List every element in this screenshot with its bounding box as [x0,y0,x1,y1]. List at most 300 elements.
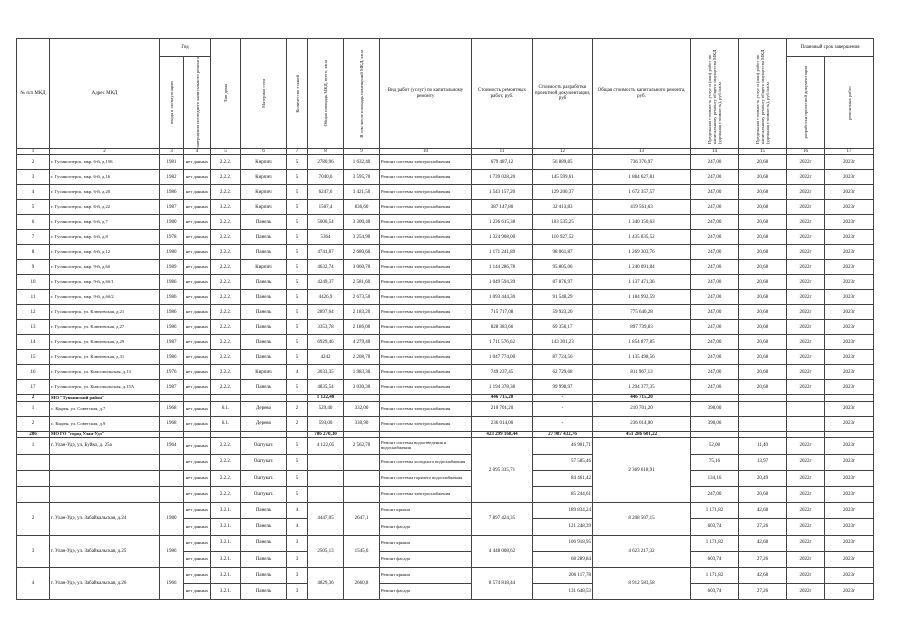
table-row [17,275,874,290]
column-number: 13 [593,149,691,155]
cell-floors: 5 [287,185,308,200]
cell-commissioning-year: 1978 [160,230,184,245]
cell-rooms-area: 2 208,70 [344,350,380,365]
cell-repair-cost: 2 095 335,71 [472,438,533,503]
cell-wall-material: Кирпич [241,170,287,185]
header-address: Адрес МКД [50,39,160,149]
cell-last-repair: нет данных [184,155,211,170]
cell-total-cost: 897 739,83 [593,320,691,335]
header-total-area: Общая площадь МКД, всего, кв.м [308,39,344,149]
cell-no: 12 [17,305,50,320]
cell-design-deadline: 2022г [787,245,825,260]
cell-limit-cost-1: 75,16 [691,454,739,470]
cell-address: г. Гусиноозерск, ул. Ключевская, д.29 [50,335,160,350]
cell-no: 14 [17,335,50,350]
cell-total-cost: 1 435 835,52 [593,230,691,245]
cell-work-type: Ремонт системы электроснабжения [380,350,472,365]
cell-total-area: 786 270,30 [308,431,344,438]
cell-last-repair: нет данных [184,305,211,320]
cell-repair-cost: 1 236 615,38 [472,215,533,230]
cell-house-type: 2.2.2. [211,245,241,260]
header-year-group: Год [160,39,211,57]
header-limit-cost-1: Предельная стоимость услуг и (или) работ по капитальному ремонту общего имущества МКД (удельная стоимость), руб./кв.м [691,39,739,149]
cell-commissioning-year: 1980 [160,215,184,230]
cell-repair-deadline: 2023г [825,503,874,519]
cell-limit-cost-2: 42,68 [739,535,787,551]
cell-last-repair: нет данных [184,185,211,200]
cell-commissioning-year: 1986 [160,185,184,200]
cell-total-area: 4426,9 [308,290,344,305]
cell-design-cost: 121 248,39 [533,519,593,535]
cell-address: г. Улан-Удэ, ул. Забайкальская, д.26 [50,567,160,599]
cell-limit-cost-2: 20,68 [739,486,787,502]
cell-address: г. Гусиноозерск, ул. Комсомольская, д.13 [50,365,160,380]
cell-design-cost: 87 724,56 [533,350,593,365]
cell-work-type: Ремонт фасада [380,584,472,600]
cell-total-area: 4632,74 [308,260,344,275]
cell-repair-cost: 1 171 241,89 [472,245,533,260]
cell-limit-cost-2: 20,68 [739,380,787,395]
header-repair-cost: Стоимость ремонтных работ, руб. [472,39,533,149]
cell-last-repair: нет данных [184,416,211,431]
cell-design-deadline: 2022г [787,260,825,275]
cell-design-deadline [787,401,825,416]
cell-limit-cost-1: 247,00 [691,380,739,395]
cell-work-type: Ремонт системы водоотведения и водоснабжения [380,438,472,454]
cell-wall-material: Панель [241,290,287,305]
cell-commissioning-year: 1976 [160,365,184,380]
cell-floors: 3 [287,567,308,583]
cell-design-deadline: 2022г [787,170,825,185]
cell-total-cost: 446 715,20 [593,395,691,402]
cell-design-cost: 91 548,29 [533,290,593,305]
cell-rooms-area: 2660,8 [344,567,380,599]
cell-repair-cost: 1 144 286,78 [472,260,533,275]
table-row [17,215,874,230]
cell-design-deadline: 2022г [787,470,825,486]
cell-total-area: 5364 [308,230,344,245]
cell-commissioning-year: 1986 [160,290,184,305]
cell-house-type: 2.2.2. [211,230,241,245]
cell-floors: 2 [287,401,308,416]
cell-commissioning-year: 1980 [160,503,184,535]
table-row [17,305,874,320]
cell-work-type: Ремонт системы электроснабжения [380,380,472,395]
cell-rooms-area: 3 060,70 [344,260,380,275]
cell-house-type: 2.2.2. [211,170,241,185]
cell-no: 6 [17,215,50,230]
cell-last-repair: нет данных [184,275,211,290]
cell-design-cost: - [533,416,593,431]
cell-rooms-area: 3 030,30 [344,380,380,395]
cell-limit-cost-2: 20,49 [739,470,787,486]
cell-work-type: Ремонт системы электроснабжения [380,320,472,335]
cell-limit-cost-2: 11,40 [739,438,787,454]
cell-floors: 5 [287,260,308,275]
cell-last-repair: нет данных [184,290,211,305]
cell-floors: 5 [287,486,308,502]
cell-work-type: Ремонт системы электроснабжения [380,260,472,275]
cell-limit-cost-2: 20,68 [739,275,787,290]
cell-address: г. Гусиноозерск, мкр. 9-й, д.6б/2 [50,290,160,305]
header-house-type: Тип дома [211,39,241,149]
cell-address: г. Гусиноозерск, ул. Ключевская, д.31 [50,350,160,365]
cell-limit-cost-1: 247,00 [691,170,739,185]
cell-wall-material: Панель [241,350,287,365]
cell-limit-cost-2: 20,68 [739,245,787,260]
cell-work-type: Ремонт системы электроснабжения [380,230,472,245]
cell-wall-material: Панель [241,335,287,350]
cell-total-area: 4447,05 [308,503,344,535]
cell-floors: 5 [287,230,308,245]
cell-design-deadline: 2022г [787,335,825,350]
cell-commissioning-year: 1968 [160,416,184,431]
cell-floors: 4 [287,519,308,535]
cell-repair-deadline: 2023г [825,305,874,320]
cell-house-type: 2.2.2. [211,305,241,320]
cell-wall-material: Панель [241,215,287,230]
cell-design-deadline: 2022г [787,519,825,535]
cell-total-cost: 419 561,63 [593,200,691,215]
table-header [17,39,874,155]
cell-wall-material: Кирпич [241,185,287,200]
cell-limit-cost-2: 20,68 [739,170,787,185]
column-number: 1 [17,149,50,155]
column-number: 11 [472,149,533,155]
table-row [17,401,874,416]
cell-last-repair: нет данных [184,230,211,245]
cell-house-type: 2.2.2. [211,260,241,275]
cell-repair-cost: 423 299 168,44 [472,431,533,438]
cell-no: 2 [17,155,50,170]
cell-house-type: 3.2.1. [211,567,241,583]
cell-repair-deadline: 2023г [825,454,874,470]
cell-wall-material: Кирпич [241,155,287,170]
cell-rooms-area: 836,60 [344,200,380,215]
cell-repair-deadline: 2023г [825,401,874,416]
cell-total-area [308,486,344,502]
cell-repair-deadline: 2023г [825,185,874,200]
table-row [17,503,874,519]
cell-work-type: Ремонт системы электроснабжения [380,215,472,230]
cell-total-area: 2897,64 [308,305,344,320]
cell-limit-cost-1: 603,74 [691,551,739,567]
table-row [17,567,874,583]
cell-rooms-area: 332,00 [344,401,380,416]
cell-limit-cost-1: 247,00 [691,185,739,200]
cell-address: с. Кырен, ул. Советская, д.7 [50,401,160,416]
cell-house-type: 2.2.2. [211,438,241,454]
cell-rooms-area: 2 581,60 [344,275,380,290]
cell-repair-deadline: 2023г [825,290,874,305]
table-row [17,200,874,215]
cell-repair-deadline: 2023г [825,215,874,230]
cell-limit-cost-2: 20,68 [739,215,787,230]
capital-repair-table-sheet [16,38,874,600]
cell-work-type: Ремонт системы электроснабжения [380,185,472,200]
cell-limit-cost-1: 398,00 [691,416,739,431]
cell-work-type: Ремонт системы электроснабжения [380,305,472,320]
cell-repair-cost: 1 711 576,62 [472,335,533,350]
header-wall-material: Материал стен [241,39,287,149]
cell-address: г. Улан-Удэ, ул. Забайкальская, д.25 [50,535,160,567]
cell-total-cost: 1 672 357,57 [593,185,691,200]
cell-total-cost: 8 208 507,15 [593,503,691,535]
cell-work-type: Ремонт системы электроснабжения [380,170,472,185]
cell-work-type: Ремонт крыши [380,503,472,519]
cell-limit-cost-1: 247,00 [691,486,739,502]
cell-design-cost: 189 834,24 [533,503,593,519]
cell-address: г. Гусиноозерск, мкр. 6-й, д.15Б [50,155,160,170]
cell-limit-cost-1: 247,00 [691,365,739,380]
cell-commissioning-year: 1987 [160,380,184,395]
column-number: 17 [825,149,874,155]
cell-floors: 4 [287,365,308,380]
cell-limit-cost-1: 134,16 [691,470,739,486]
cell-total-area: 4242 [308,350,344,365]
cell-total-area: 7040,6 [308,170,344,185]
cell-work-type: Ремонт системы горячего водоснабжения [380,470,472,486]
cell-floors: 5 [287,215,308,230]
cell-floors: 5 [287,200,308,215]
cell-no: 7 [17,230,50,245]
cell-design-cost: 84 461,42 [533,470,593,486]
cell-limit-cost-1: 52,00 [691,438,739,454]
cell-house-type: 2.2.2. [211,290,241,305]
cell-house-type: 3.2.1. [211,584,241,600]
cell-total-cost: 1 884 627,81 [593,170,691,185]
cell-repair-cost: 715 717,08 [472,305,533,320]
cell-repair-cost: 1 543 157,20 [472,185,533,200]
column-number: 12 [533,149,593,155]
cell-no: 3 [17,170,50,185]
cell-commissioning-year: 1966 [160,567,184,599]
cell-total-area: 6247,6 [308,185,344,200]
cell-total-area: 4835,54 [308,380,344,395]
cell-floors: 5 [287,305,308,320]
cell-limit-cost-1: 247,00 [691,275,739,290]
cell-floors: 5 [287,438,308,454]
cell-commissioning-year: 1986 [160,275,184,290]
cell-floors: 5 [287,275,308,290]
column-number: 5 [211,149,241,155]
cell-total-area: 2505,13 [308,535,344,567]
cell-last-repair: нет данных [184,245,211,260]
cell-rooms-area: 1 983,30 [344,365,380,380]
cell-total-cost: 1 854 877,85 [593,335,691,350]
cell-design-cost: 32 413,83 [533,200,593,215]
cell-address: г. Гусиноозерск, мкр. 6-й, д.22 [50,200,160,215]
cell-repair-cost: 4 448 008,62 [472,535,533,567]
cell-wall-material: Панель [241,519,287,535]
cell-repair-deadline: 2023г [825,438,874,454]
cell-limit-cost-2 [739,401,787,416]
cell-limit-cost-2: 27,26 [739,584,787,600]
cell-floors: 3 [287,535,308,551]
cell-design-cost: 110 927,52 [533,230,593,245]
cell-wall-material: Панель [241,551,287,567]
cell-no: 2 [17,503,50,535]
table-row [17,416,874,431]
cell-last-repair: нет данных [184,567,211,583]
cell-total-area: 4249,37 [308,275,344,290]
cell-work-type: Ремонт системы электроснабжения [380,401,472,416]
cell-work-type: Ремонт системы электроснабжения [380,245,472,260]
cell-design-deadline: 2022г [787,185,825,200]
cell-repair-deadline: 2023г [825,416,874,431]
cell-limit-cost-2: 20,68 [739,260,787,275]
cell-design-cost: 87 876,97 [533,275,593,290]
table-row [17,454,874,470]
cell-total-cost: 1 135 498,56 [593,350,691,365]
column-number: 2 [50,149,160,155]
cell-total-cost: 1 340 150,63 [593,215,691,230]
cell-total-area: 4829,36 [308,567,344,599]
cell-work-type: Ремонт крыши [380,535,472,551]
cell-repair-deadline: 2023г [825,380,874,395]
cell-floors: 2 [287,416,308,431]
cell-last-repair: нет данных [184,470,211,486]
cell-design-cost: 59 923,20 [533,305,593,320]
cell-last-repair: нет данных [184,260,211,275]
cell-work-type: Ремонт системы электроснабжения [380,155,472,170]
cell-rooms-area: 2647,1 [344,503,380,535]
table-row [17,155,874,170]
cell-no: 17 [17,380,50,395]
cell-floors: 3 [287,551,308,567]
cell-limit-cost-2: 20,68 [739,350,787,365]
cell-commissioning-year: 1981 [160,155,184,170]
cell-design-deadline: 2022г [787,275,825,290]
cell-last-repair: нет данных [184,401,211,416]
cell-last-repair: нет данных [184,551,211,567]
cell-rooms-area: 330,90 [344,416,380,431]
cell-repair-deadline: 2023г [825,170,874,185]
cell-address [50,454,160,470]
cell-no: 9 [17,260,50,275]
cell-work-type: Ремонт фасада [380,519,472,535]
cell-limit-cost-2: 20,68 [739,155,787,170]
cell-design-cost: 145 599,61 [533,170,593,185]
cell-repair-cost: 1 049 594,39 [472,275,533,290]
cell-design-deadline: 2022г [787,350,825,365]
cell-house-type: 2.2.2. [211,470,241,486]
cell-wall-material: Дерево [241,416,287,431]
cell-wall-material: Оштукат. [241,470,287,486]
cell-rooms-area: 3 254,90 [344,230,380,245]
cell-rooms-area: 1 632,40 [344,155,380,170]
column-number: 6 [241,149,287,155]
cell-repair-deadline: 2023г [825,350,874,365]
cell-commissioning-year: 1964 [160,438,184,454]
cell-repair-cost: 8 574 818,44 [472,567,533,599]
cell-wall-material: Оштукат. [241,486,287,502]
cell-wall-material: Панель [241,230,287,245]
cell-design-cost: 99 998,97 [533,380,593,395]
cell-design-cost: 98 061,87 [533,245,593,260]
cell-design-deadline: 2022г [787,551,825,567]
cell-design-cost: 57 585,46 [533,454,593,470]
cell-house-type: 3.2.1. [211,503,241,519]
header-design-cost: Стоимость разработки проектной документации, руб [533,39,593,149]
cell-wall-material: Оштукат. [241,438,287,454]
cell-design-deadline: 2022г [787,215,825,230]
column-number: 9 [344,149,380,155]
cell-design-deadline: 2022г [787,365,825,380]
cell-design-deadline: 2022г [787,454,825,470]
cell-wall-material: Панель [241,380,287,395]
cell-total-cost: 1 240 091,84 [593,260,691,275]
cell-repair-cost: 446 715,20 [472,395,533,402]
cell-design-cost: 206 117,78 [533,567,593,583]
column-number: 15 [739,149,787,155]
cell-house-type: 2.2.2. [211,380,241,395]
cell-repair-deadline: 2023г [825,551,874,567]
header-plan-group: Плановый срок завершения [787,39,874,57]
cell-address: МО ГО "город Улан-Удэ" [50,431,160,438]
cell-design-cost: 131 648,53 [533,584,593,600]
cell-address: г. Гусиноозерск, мкр. 6-й, д.16 [50,170,160,185]
cell-repair-cost: 1 093 444,30 [472,290,533,305]
table-row [17,290,874,305]
cell-limit-cost-2: 20,68 [739,290,787,305]
cell-last-repair: нет данных [184,320,211,335]
cell-repair-deadline: 2023г [825,535,874,551]
cell-address: г. Гусиноозерск, мкр. 9-й, д.6б [50,260,160,275]
cell-design-cost: 103 535,25 [533,215,593,230]
cell-floors: 5 [287,155,308,170]
cell-rooms-area [344,470,380,486]
cell-limit-cost-2: 27,26 [739,551,787,567]
cell-floors: 5 [287,335,308,350]
cell-limit-cost-2: 42,68 [739,503,787,519]
cell-address: МО "Тункинский район" [50,395,160,402]
cell-house-type: 2.2.2. [211,155,241,170]
cell-address: г. Гусиноозерск, мкр. 6-й, д.8 [50,230,160,245]
cell-repair-deadline: 2023г [825,275,874,290]
cell-limit-cost-2: 42,68 [739,567,787,583]
cell-no [17,470,50,486]
cell-repair-deadline: 2023г [825,320,874,335]
cell-no: 10 [17,275,50,290]
cell-limit-cost-1: 247,00 [691,350,739,365]
cell-repair-deadline: 2023г [825,155,874,170]
cell-design-deadline: 2022г [787,503,825,519]
header-commissioning-year: ввода в эксплуатацию [160,57,184,149]
cell-no: 4 [17,567,50,599]
cell-repair-cost: 1 739 028,20 [472,170,533,185]
header-floors: Количество этажей [287,39,308,149]
cell-total-cost: 811 967,13 [593,365,691,380]
cell-total-cost: 775 640,28 [593,305,691,320]
cell-house-type: 2.2.2. [211,350,241,365]
cell-floors: 5 [287,380,308,395]
cell-limit-cost-1: 247,00 [691,305,739,320]
cell-design-deadline [787,416,825,431]
cell-repair-deadline: 2023г [825,486,874,502]
cell-commissioning-year [160,454,184,470]
cell-repair-cost: 679 487,12 [472,155,533,170]
cell-rooms-area: 3 421,50 [344,185,380,200]
cell-last-repair: нет данных [184,200,211,215]
header-limit-cost-2: Предельная стоимость услуг и (или) работ по капитальному ремонту общего имущества МКД (удельная стоимость), руб./кв.м [739,39,787,149]
cell-total-cost: 736 376,97 [593,155,691,170]
cell-design-deadline: 2022г [787,567,825,583]
cell-total-area: 4 122,05 [308,438,344,454]
header-total-cost: Общая стоимость капитального ремонта, руб. [593,39,691,149]
cell-address: г. Улан-Удэ, ул. Забайкальская, д.24 [50,503,160,535]
cell-total-cost: 2 369 618,91 [593,438,691,503]
